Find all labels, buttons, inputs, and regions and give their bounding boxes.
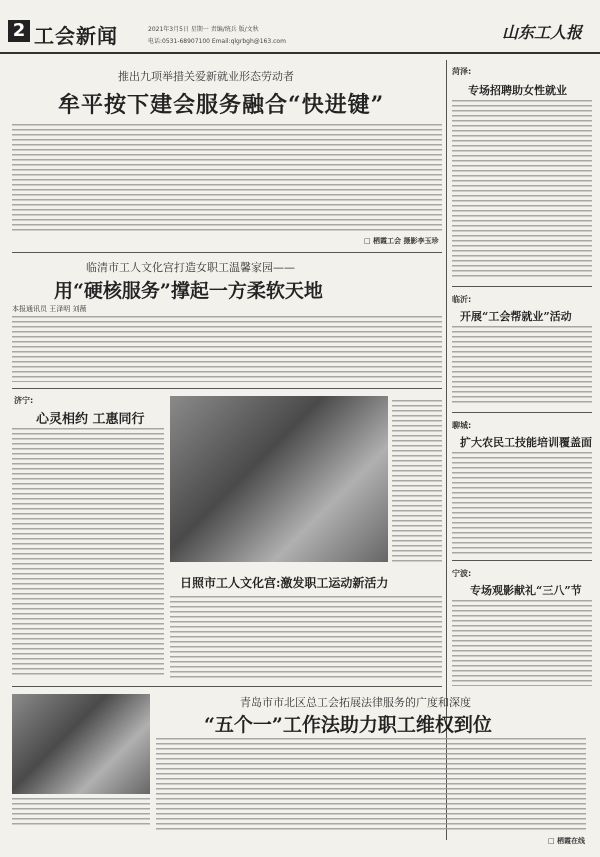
article1-headline: 牟平按下建会服务融合“快进键” [58, 92, 385, 118]
article1-body [12, 124, 442, 234]
workshop-photo [170, 396, 388, 562]
article1-kicker: 推出九项举措关爱新就业形态劳动者 [118, 70, 294, 83]
article5-headline: “五个一”工作法助力职工维权到位 [204, 714, 492, 736]
article5-kicker: 青岛市市北区总工会拓展法律服务的广度和深度 [240, 696, 471, 709]
article3-place: 济宁: [14, 396, 34, 405]
article5-body [156, 738, 586, 830]
sidebar-place-1: 临沂: [452, 295, 472, 304]
divider [12, 388, 442, 389]
date-line: 2021年3月5日 星期一 责编/统兵 版/文秋 [148, 26, 259, 33]
sidebar-headline-0: 专场招聘助女性就业 [468, 84, 567, 97]
sidebar-body-3 [452, 600, 592, 686]
sidebar-body-2 [452, 452, 592, 554]
page-number: 2 [8, 20, 30, 42]
article5-signoff: □ 栖霞在线 [548, 837, 586, 845]
article2-byline: 本报通讯员 王泽明 刘薇 [12, 305, 87, 313]
article1-signoff: □ 栖霞工会 摄影李玉珍 [364, 237, 439, 245]
sidebar-headline-2: 扩大农民工技能培训覆盖面 [460, 436, 592, 449]
article2-headline: 用“硬核服务”撑起一方柔软天地 [54, 280, 323, 302]
sidebar-body-0 [452, 100, 592, 280]
divider [452, 412, 592, 413]
sidebar-place-2: 聊城: [452, 421, 472, 430]
divider [12, 686, 442, 687]
article4-body [170, 596, 442, 678]
sidebar-headline-1: 开展“工会帮就业”活动 [460, 310, 572, 323]
sidebar-headline-3: 专场观影献礼“三八”节 [470, 584, 582, 597]
section-title: 工会新闻 [34, 24, 118, 48]
divider [452, 286, 592, 287]
newspaper-logo: 山东工人报 [502, 23, 583, 42]
article3-body [12, 428, 164, 678]
sidebar-place-0: 菏泽: [452, 67, 472, 76]
sidebar-body-1 [452, 326, 592, 406]
article3-headline: 心灵相约 工惠同行 [36, 412, 145, 427]
divider [12, 252, 442, 253]
contact-line: 电话:0531-68907100 Email:qlgrbgh@163.com [148, 38, 286, 45]
sidebar-place-3: 宁波: [452, 569, 472, 578]
photo-caption-column [392, 400, 442, 562]
barber-photo [12, 694, 150, 794]
barber-photo-caption [12, 798, 150, 828]
article2-body [12, 316, 442, 382]
divider [452, 560, 592, 561]
article4-headline: 日照市工人文化宫:激发职工运动新活力 [180, 576, 389, 590]
article2-kicker: 临清市工人文化宫打造女职工温馨家园—— [86, 261, 295, 274]
